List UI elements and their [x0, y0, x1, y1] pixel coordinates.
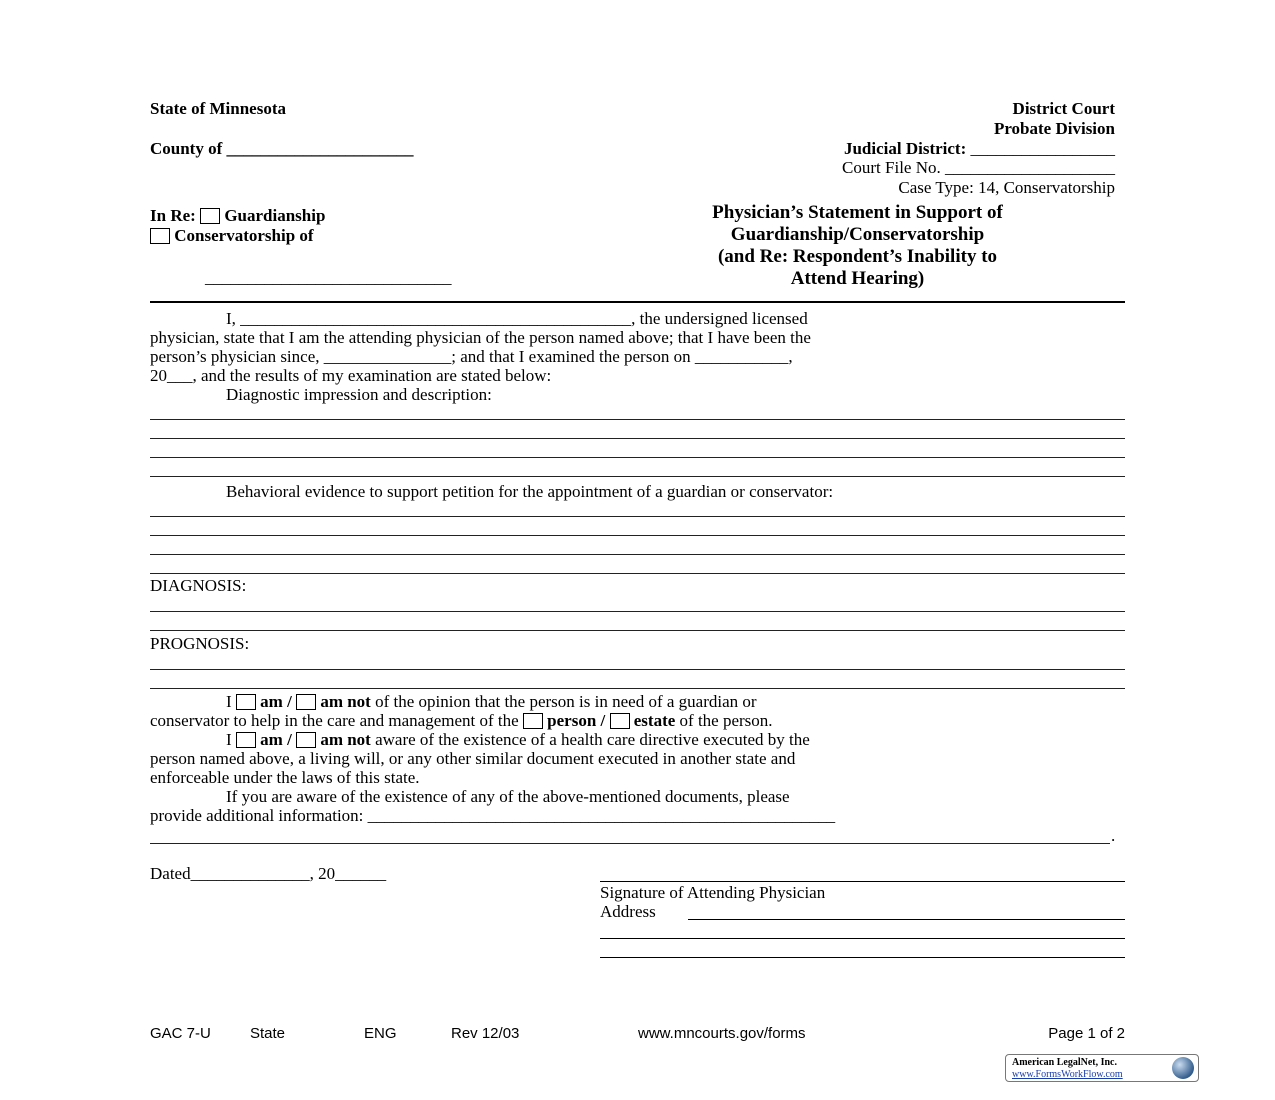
- title-line-3: (and Re: Respondent’s Inability to: [717, 246, 998, 267]
- statement-line-2: physician, state that I am the attending physician of the person named above; that I have been the: [150, 328, 811, 347]
- footer-revision: Rev 12/03: [451, 1025, 520, 1042]
- signature-label: Signature of Attending Physician: [600, 883, 826, 902]
- aware-am-not-label: am not: [320, 730, 371, 749]
- conservatorship-label: Conservatorship of: [174, 226, 314, 245]
- case-type-label: Case Type: 14, Conservatorship: [898, 178, 1115, 197]
- court-file-field[interactable]: Court File No. ____________________: [842, 158, 1115, 177]
- behavioral-line-2[interactable]: [150, 535, 1125, 536]
- person-label: person /: [547, 711, 606, 730]
- in-re-guardianship-line: [150, 206, 325, 226]
- physician-since-line[interactable]: person’s physician since, _______________; and that I examined the person on ___________,: [150, 347, 793, 366]
- division-label: Probate Division: [993, 119, 1115, 138]
- opinion-line-1: [226, 692, 757, 712]
- additional-info-field[interactable]: provide additional information: _______________________________________________________: [150, 806, 836, 825]
- prognosis-line-1[interactable]: [150, 669, 1125, 670]
- footer-language: ENG: [364, 1025, 397, 1042]
- behavioral-line-1[interactable]: [150, 516, 1125, 517]
- dated-field[interactable]: Dated______________, 20______: [150, 864, 387, 883]
- guardianship-label: Guardianship: [224, 206, 326, 225]
- opinion-end-text: of the person.: [679, 711, 773, 730]
- diagnosis-line-1[interactable]: [150, 611, 1125, 612]
- opinion-text: of the opinion that the person is in need of a guardian or: [375, 692, 757, 711]
- county-field[interactable]: County of ______________________: [150, 139, 414, 158]
- opinion-care-text: conservator to help in the care and management of the: [150, 711, 519, 730]
- diagnostic-line-3[interactable]: [150, 457, 1125, 458]
- court-label: District Court: [1012, 99, 1115, 118]
- footer-state: State: [250, 1025, 286, 1042]
- aware-line-3: enforceable under the laws of this state.: [150, 768, 420, 787]
- opinion-am-not-checkbox[interactable]: [296, 694, 316, 710]
- diagnostic-impression-label: Diagnostic impression and description:: [226, 385, 492, 404]
- opinion-line-2: [150, 711, 773, 731]
- estate-label: estate: [633, 711, 676, 730]
- aware-am-not-checkbox[interactable]: [296, 732, 316, 748]
- guardianship-checkbox[interactable]: [200, 208, 220, 224]
- behavioral-line-4[interactable]: [150, 573, 1125, 574]
- behavioral-line-3[interactable]: [150, 554, 1125, 555]
- judicial-district-line[interactable]: [844, 139, 1115, 159]
- aware-i: I: [226, 730, 232, 749]
- address-label: Address: [600, 902, 656, 921]
- opinion-am-checkbox[interactable]: [236, 694, 256, 710]
- form-title: [600, 202, 1115, 290]
- form-code: GAC 7-U: [150, 1025, 211, 1042]
- diagnostic-line-4[interactable]: [150, 476, 1125, 477]
- opinion-am-not-label: am not: [320, 692, 371, 711]
- title-line-2: Guardianship/Conservatorship: [730, 224, 985, 245]
- diagnostic-line-2[interactable]: [150, 438, 1125, 439]
- address-line-2[interactable]: [600, 938, 1125, 939]
- aware-text: aware of the existence of a health care directive executed by the: [375, 730, 810, 749]
- respondent-name-field[interactable]: _____________________________: [205, 268, 452, 287]
- signature-line[interactable]: [600, 881, 1125, 882]
- additional-info-line-2[interactable]: [150, 843, 1110, 844]
- diagnosis-line-2[interactable]: [150, 630, 1125, 631]
- prognosis-label: PROGNOSIS:: [150, 634, 250, 653]
- address-line-1[interactable]: [688, 919, 1125, 920]
- legalnet-logo[interactable]: [1005, 1054, 1199, 1082]
- page-number: Page 1 of 2: [1048, 1025, 1125, 1042]
- diagnosis-label: DIAGNOSIS:: [150, 576, 247, 595]
- in-re-conservatorship-line: [150, 226, 314, 246]
- person-checkbox[interactable]: [523, 713, 543, 729]
- opinion-i: I: [226, 692, 232, 711]
- aware-line-1: [226, 730, 810, 750]
- in-re-label: In Re:: [150, 206, 196, 225]
- globe-icon: [1172, 1057, 1194, 1079]
- aware-am-checkbox[interactable]: [236, 732, 256, 748]
- footer-url[interactable]: www.mncourts.gov/forms: [638, 1025, 806, 1042]
- diagnostic-line-1[interactable]: [150, 419, 1125, 420]
- behavioral-evidence-label: Behavioral evidence to support petition for the appointment of a guardian or conservator:: [226, 482, 834, 501]
- documents-line-1: If you are aware of the existence of any of the above-mentioned documents, please: [226, 787, 790, 806]
- estate-checkbox[interactable]: [610, 713, 630, 729]
- header-divider: [150, 301, 1125, 303]
- logo-url-link[interactable]: www.FormsWorkFlow.com: [1012, 1069, 1123, 1080]
- exam-year-line[interactable]: 20___, and the results of my examination are stated below:: [150, 366, 552, 385]
- title-line-1: Physician’s Statement in Support of: [712, 202, 1003, 223]
- address-line-3[interactable]: [600, 957, 1125, 958]
- additional-info-period: .: [1111, 826, 1116, 845]
- prognosis-line-2[interactable]: [150, 688, 1125, 689]
- physician-name-line[interactable]: I, ______________________________________________, the undersigned licensed: [226, 309, 808, 328]
- title-line-4: Attend Hearing): [790, 268, 925, 289]
- conservatorship-checkbox[interactable]: [150, 228, 170, 244]
- opinion-am-label: am /: [260, 692, 292, 711]
- state-label: State of Minnesota: [150, 99, 286, 118]
- logo-company-name: American LegalNet, Inc.: [1012, 1057, 1117, 1068]
- judicial-district-field[interactable]: _________________: [970, 139, 1115, 158]
- aware-am-label: am /: [260, 730, 292, 749]
- aware-line-2: person named above, a living will, or any other similar document executed in another state and: [150, 749, 796, 768]
- judicial-district-label: Judicial District:: [843, 139, 967, 158]
